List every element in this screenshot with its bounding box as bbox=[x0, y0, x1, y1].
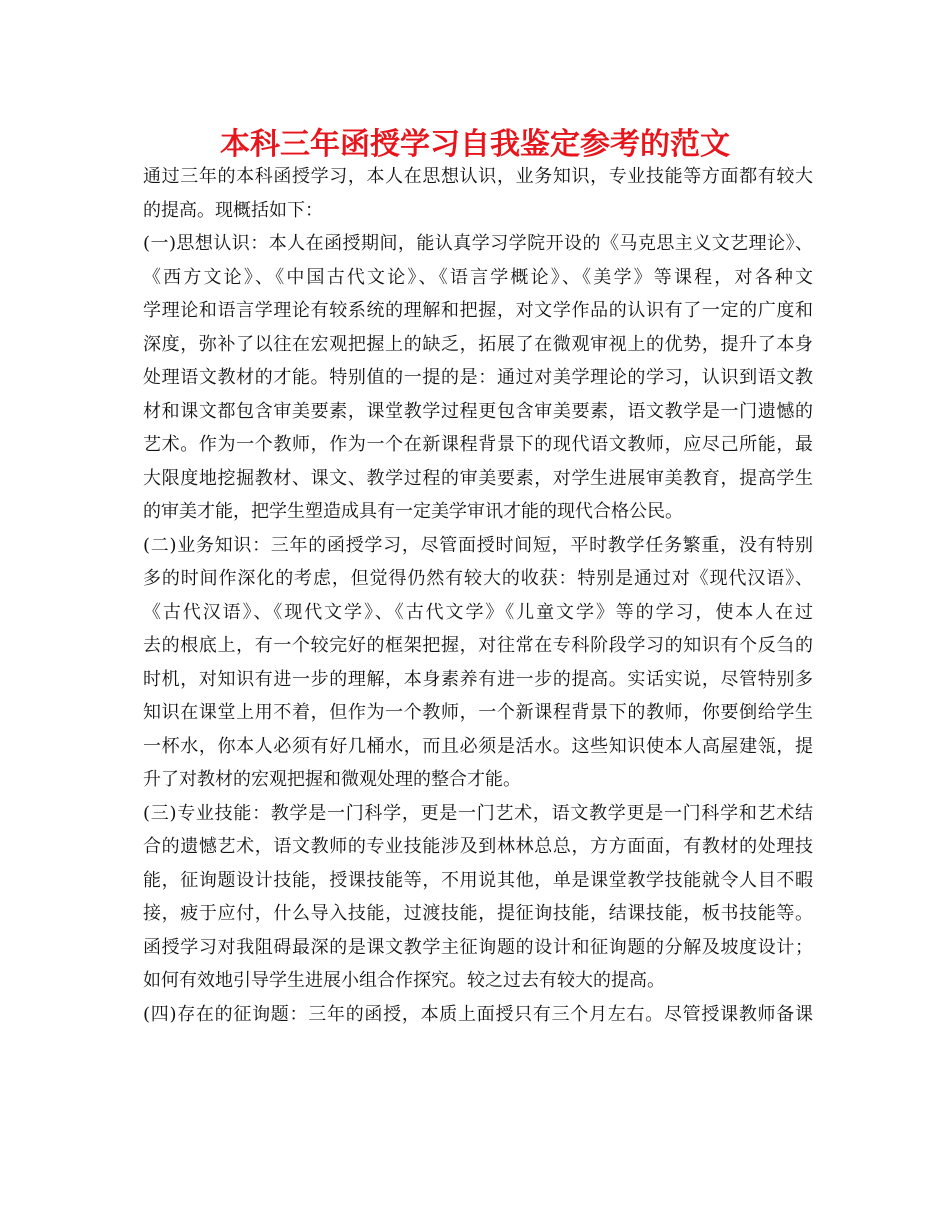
text-line: 艺术。作为一个教师，作为一个在新课程背景下的现代语文教师，应尽己所能，最 bbox=[143, 434, 813, 455]
text-line: 《古代汉语》、《现代文学》、《古代文学》《儿童文学》等的学习，使本人在过 bbox=[143, 601, 813, 623]
text-line: 升了对教材的宏观把握和微观处理的整合才能。 bbox=[143, 769, 521, 790]
text-line: 能，征询题设计技能，授课技能等，不用说其他，单是课堂教学技能就令人目不暇 bbox=[143, 869, 813, 891]
text-line: 大限度地挖掘教材、课文、教学过程的审美要素，对学生进展审美教育，提高学生 bbox=[143, 467, 813, 489]
document-body bbox=[143, 160, 813, 1031]
text-line: 的审美才能，把学生塑造成具有一定美学审讯才能的现代合格公民。 bbox=[143, 501, 683, 522]
text-line: 如何有效地引导学生进展小组合作探究。较之过去有较大的提高。 bbox=[143, 970, 665, 991]
text-line: (四)存在的征询题：三年的函授，本质上面授只有三个月左右。尽管授课教师备课 bbox=[143, 1003, 813, 1025]
text-line: (三)专业技能：教学是一门科学，更是一门艺术，语文教学更是一门科学和艺术结 bbox=[143, 802, 813, 824]
text-line: 知识在课堂上用不着，但作为一个教师，一个新课程背景下的教师，你要倒给学生 bbox=[143, 702, 813, 723]
text-line: 接，疲于应付，什么导入技能，过渡技能，提征询技能，结课技能，板书技能等。 bbox=[143, 903, 813, 924]
text-line: (一)思想认识：本人在函授期间，能认真学习学院开设的《马克思主义文艺理论》、 bbox=[143, 233, 813, 254]
text-line: 时机，对知识有进一步的理解，本身素养有进一步的提高。实话实说，尽管特别多 bbox=[143, 668, 813, 690]
text-line: 《西方文论》、《中国古代文论》、《语言学概论》、《美学》等课程，对各种文 bbox=[143, 266, 813, 288]
text-line: 一杯水，你本人必须有好几桶水，而且必须是活水。这些知识使本人高屋建瓴，提 bbox=[143, 735, 813, 757]
document-title: 本科三年函授学习自我鉴定参考的范文 bbox=[220, 127, 730, 162]
text-line: 材和课文都包含审美要素，课堂教学过程更包含审美要素，语文教学是一门遗憾的 bbox=[143, 400, 813, 422]
text-line: 通过三年的本科函授学习，本人在思想认识，业务知识，专业技能等方面都有较大 bbox=[143, 166, 813, 187]
text-line: 函授学习对我阻碍最深的是课文教学主征询题的设计和征询题的分解及坡度设计； bbox=[143, 936, 813, 958]
text-line: 去的根底上，有一个较完好的框架把握，对往常在专科阶段学习的知识有个反刍的 bbox=[143, 635, 813, 656]
text-line: 学理论和语言学理论有较系统的理解和把握，对文学作品的认识有了一定的广度和 bbox=[143, 300, 813, 321]
text-line: 多的时间作深化的考虑，但觉得仍然有较大的收获：特别是通过对《现代汉语》、 bbox=[143, 568, 813, 589]
text-line: 深度，弥补了以往在宏观把握上的缺乏，拓展了在微观审视上的优势，提升了本身 bbox=[143, 333, 813, 355]
text-line: 的提高。现概括如下： bbox=[143, 199, 323, 221]
text-line: 处理语文教材的才能。特别值的一提的是：通过对美学理论的学习，认识到语文教 bbox=[143, 367, 813, 388]
text-line: 合的遗憾艺术，语文教师的专业技能涉及到林林总总，方方面面，有教材的处理技 bbox=[143, 836, 813, 857]
text-line: (二)业务知识：三年的函授学习，尽管面授时间短，平时教学任务繁重，没有特别 bbox=[143, 534, 813, 556]
